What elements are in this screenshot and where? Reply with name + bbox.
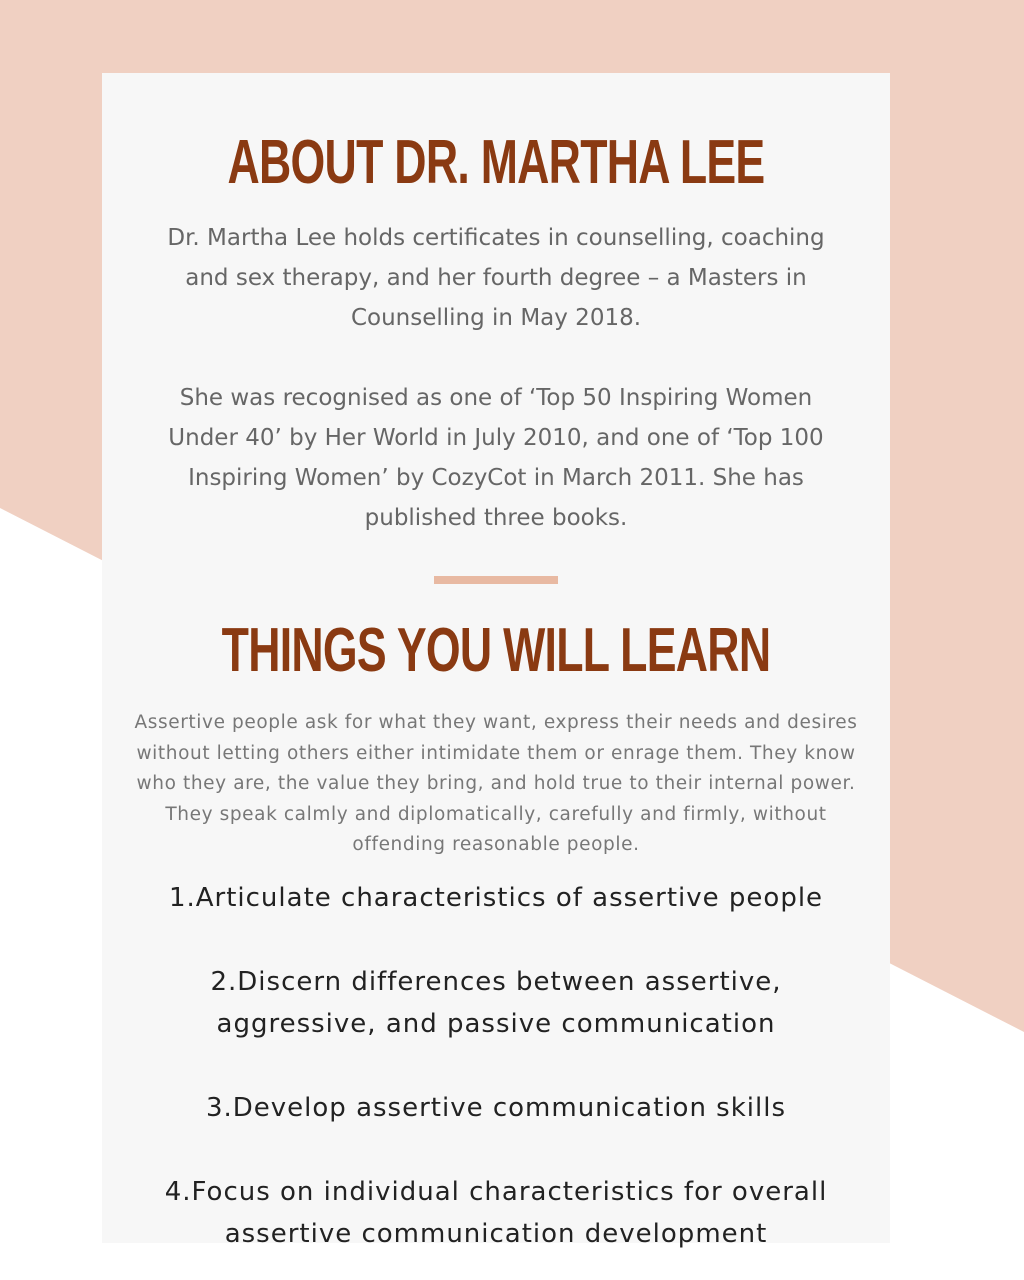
learn-item: 2.Discern differences between assertive, aggressive, and passive communication — [210, 966, 782, 1039]
section-divider — [434, 576, 558, 584]
learn-list — [126, 877, 866, 1255]
learn-item: 4.Focus on individual characteristics for overall assertive communication development — [164, 1176, 828, 1249]
learn-heading: THINGS YOU WILL LEARN — [221, 616, 771, 685]
about-paragraph: Dr. Martha Lee holds certificates in counselling, coaching and sex therapy, and her fourth degree – a Masters in Counselling in May 2018. — [167, 225, 825, 331]
learn-intro: Assertive people ask for what they want, express their needs and desires without letting others either intimidate them or enrage them. They know who they are, the value they bring, and hold true to their internal power. They speak calmly and diplomatically, carefully and firmly, without offending reasonable people. — [134, 712, 858, 855]
about-text — [146, 218, 846, 538]
content-card — [102, 73, 890, 1249]
about-paragraph: She was recognised as one of ‘Top 50 Inspiring Women Under 40’ by Her World in July 2010, and one of ‘Top 100 Inspiring Women’ by CozyCot in March 2011. She has published three books. — [168, 385, 824, 531]
learn-item: 3.Develop assertive communication skills — [205, 1092, 787, 1123]
about-heading: ABOUT DR. MARTHA LEE — [227, 128, 765, 197]
learn-item: 1.Articulate characteristics of assertive people — [168, 882, 824, 913]
